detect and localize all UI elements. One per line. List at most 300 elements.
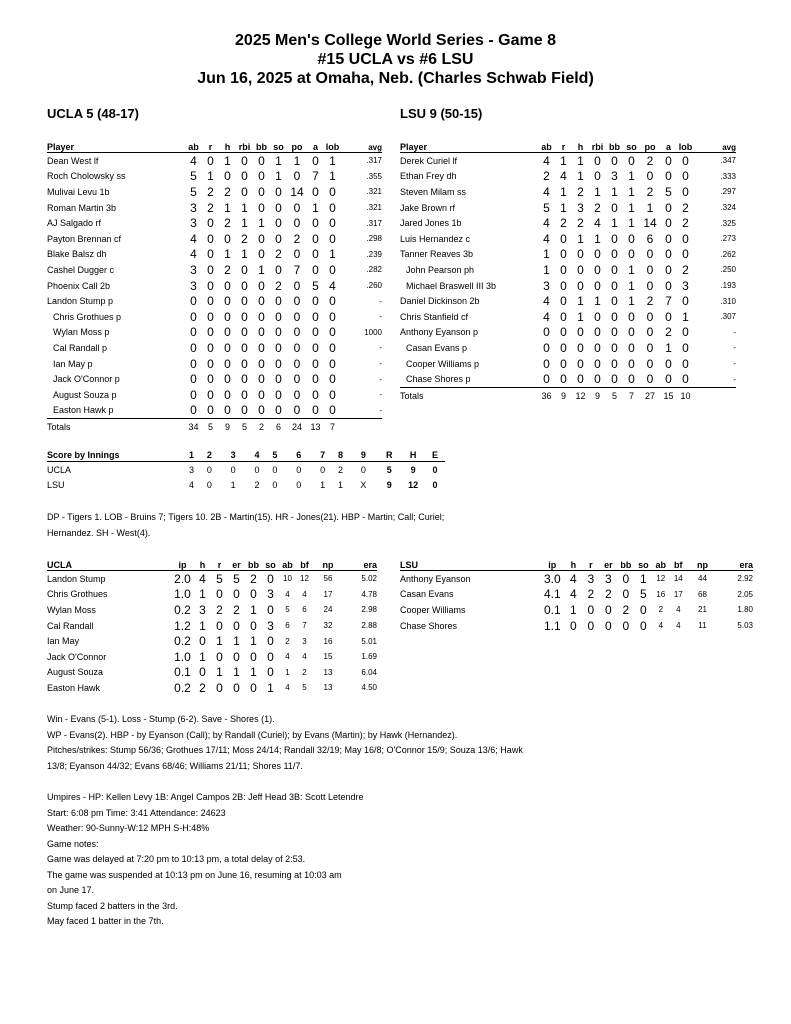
stat-cell: 0 bbox=[241, 356, 248, 371]
stat-cell: 0 bbox=[275, 262, 282, 277]
stat-cell: .310 bbox=[720, 296, 736, 306]
pitcher-name: Easton Hawk bbox=[47, 682, 101, 693]
stat-cell: 0 bbox=[270, 403, 287, 419]
stat-cell: .298 bbox=[366, 234, 382, 244]
stat-cell: 0 bbox=[665, 247, 672, 262]
stat-cell: 3 bbox=[543, 278, 550, 293]
matchup-title: #15 UCLA vs #6 LSU bbox=[317, 51, 474, 68]
inning-header: E bbox=[425, 448, 445, 462]
stat-cell: 0 bbox=[275, 387, 282, 402]
stat-cell: 3 bbox=[190, 262, 197, 277]
decisions-line: Win - Evans (5-1). Loss - Stump (6-2). Save - Shores (1). bbox=[47, 714, 275, 724]
stat-cell: 4 bbox=[560, 169, 567, 184]
stat-cell: 7 bbox=[665, 294, 672, 309]
stat-cell: 0 bbox=[207, 247, 214, 262]
player-name: Mulivai Levu 1b bbox=[47, 186, 110, 197]
stat-cell: 0 bbox=[628, 247, 635, 262]
stat-cell: 1 bbox=[275, 169, 282, 184]
stat-cell: 0 bbox=[646, 278, 654, 293]
game-title: 2025 Men's College World Series - Game 8 bbox=[235, 32, 556, 49]
lsu-batting-table bbox=[400, 138, 736, 404]
stat-cell: 0 bbox=[560, 294, 567, 309]
totals-cell: 15 bbox=[663, 390, 674, 401]
stat-cell: 3 bbox=[199, 602, 206, 617]
batter-row bbox=[47, 231, 382, 247]
lsu-pitching-table bbox=[400, 557, 753, 633]
team-name: UCLA bbox=[47, 464, 72, 475]
stat-cell: 16 bbox=[656, 589, 666, 599]
column-header: avg bbox=[341, 138, 382, 153]
game-info-line: May faced 1 batter in the 7th. bbox=[47, 916, 164, 926]
stat-cell: 4 bbox=[570, 587, 577, 602]
stat-cell: 2 bbox=[577, 216, 584, 231]
stat-cell: 3 bbox=[190, 278, 197, 293]
stat-cell: 1 bbox=[594, 231, 601, 246]
stat-cell: 0 bbox=[258, 184, 265, 199]
totals-cell bbox=[694, 387, 736, 403]
stat-cell: 0 bbox=[293, 294, 301, 309]
stat-cell: 0 bbox=[293, 325, 301, 340]
inning-score: 1 bbox=[337, 479, 343, 490]
stat-cell: - bbox=[694, 371, 736, 387]
pitcher-name: Wylan Moss bbox=[47, 604, 96, 615]
column-header: bf bbox=[296, 557, 313, 571]
wp-hbp-line: WP - Evans(2). HBP - by Eyanson (Call); by Randall (Curiel); by Evans (Martin); by Hawk (Hernandez). bbox=[47, 729, 458, 740]
player-name: Phoenix Call 2b bbox=[47, 280, 111, 291]
stat-cell: 0 bbox=[275, 309, 282, 324]
pitcher-row bbox=[47, 618, 377, 634]
stat-cell: 5 bbox=[312, 278, 319, 293]
innings-row bbox=[47, 477, 445, 492]
stat-cell: 0 bbox=[312, 372, 319, 387]
stat-cell: 4 bbox=[190, 231, 197, 246]
stat-cell: 2 bbox=[224, 184, 231, 199]
stat-cell: 0 bbox=[307, 403, 324, 419]
totals-cell: 36 bbox=[541, 390, 552, 401]
stat-cell: 4.1 bbox=[543, 587, 561, 602]
stat-cell: 0 bbox=[677, 371, 694, 387]
stat-cell: 0 bbox=[594, 325, 601, 340]
totals-cell: 12 bbox=[575, 390, 586, 401]
column-header: h bbox=[219, 138, 236, 153]
stat-cell: 0 bbox=[329, 325, 336, 340]
batter-row bbox=[400, 247, 736, 263]
stat-cell: 0 bbox=[665, 262, 672, 277]
lsu-team-title: LSU 9 (50-15) bbox=[400, 106, 483, 121]
pitcher-row bbox=[47, 680, 377, 696]
stat-cell: 1 bbox=[224, 247, 231, 262]
stat-cell: 1 bbox=[611, 216, 618, 231]
stat-cell: 0 bbox=[275, 184, 282, 199]
stat-cell: 2 bbox=[216, 602, 223, 617]
stat-cell: .321 bbox=[366, 203, 382, 213]
stat-cell: 0 bbox=[293, 356, 301, 371]
inning-score: 1 bbox=[230, 479, 236, 490]
column-header: bf bbox=[670, 557, 687, 571]
player-name: Tanner Reaves 3b bbox=[400, 249, 474, 260]
stat-cell: 1.80 bbox=[737, 605, 753, 615]
stat-cell: 0 bbox=[611, 153, 618, 168]
inning-score: 4 bbox=[188, 479, 194, 490]
stat-cell: 5 bbox=[190, 184, 197, 199]
stat-cell: 0 bbox=[543, 340, 550, 355]
stat-cell: 0 bbox=[587, 618, 595, 633]
stat-cell: 1 bbox=[628, 169, 635, 184]
inning-header: 1 bbox=[183, 448, 201, 462]
game-info-block bbox=[47, 790, 747, 930]
venue-date: Jun 16, 2025 at Omaha, Neb. (Charles Schwab Field) bbox=[197, 70, 594, 87]
stat-cell: 2.92 bbox=[737, 574, 753, 584]
stat-cell: 0 bbox=[329, 184, 336, 199]
game-info-line: Weather: 90-Sunny-W:12 MPH S-H:48% bbox=[47, 823, 210, 833]
stat-cell: 4 bbox=[329, 278, 336, 293]
inning-header: 8 bbox=[332, 448, 350, 462]
batter-row bbox=[47, 169, 382, 185]
stat-cell: 1.0 bbox=[174, 649, 191, 664]
stat-cell: 0 bbox=[267, 634, 274, 649]
stat-cell: 0 bbox=[611, 278, 618, 293]
stat-cell: 1 bbox=[628, 262, 635, 277]
player-name: Chris Grothues p bbox=[53, 311, 122, 322]
stat-cell: 0 bbox=[329, 356, 336, 371]
inning-score: 2 bbox=[254, 479, 260, 490]
stat-cell: 0 bbox=[185, 403, 202, 419]
stat-cell: 5 bbox=[216, 571, 223, 586]
stat-cell: 0 bbox=[665, 231, 672, 246]
stat-cell: 0 bbox=[312, 184, 319, 199]
totals-cell: 7 bbox=[329, 421, 335, 432]
stat-cell: 4 bbox=[594, 216, 601, 231]
inning-score: 2 bbox=[337, 464, 343, 475]
pitcher-name: Casan Evans bbox=[400, 589, 454, 600]
batter-row bbox=[47, 371, 382, 387]
notes-line: DP - Tigers 1. LOB - Bruins 7; Tigers 10. 2B - Martin(15). HR - Jones(21). HBP - Martin; Call; Curiel; bbox=[47, 512, 445, 522]
stat-cell: 4 bbox=[285, 589, 290, 599]
batter-row bbox=[47, 262, 382, 278]
stat-cell: 0 bbox=[622, 618, 630, 633]
stat-cell: .273 bbox=[720, 234, 736, 244]
stat-cell: 0 bbox=[312, 340, 319, 355]
player-name: AJ Salgado rf bbox=[47, 218, 102, 229]
column-header: so bbox=[635, 557, 652, 571]
stat-cell: 0 bbox=[682, 231, 689, 246]
player-name: Chase Shores p bbox=[400, 371, 538, 387]
stat-cell: 0 bbox=[611, 294, 618, 309]
stat-cell: 2 bbox=[682, 262, 689, 277]
stat-cell: 0 bbox=[611, 200, 618, 215]
stat-cell: 0 bbox=[202, 403, 219, 419]
stat-cell: 1.1 bbox=[543, 618, 561, 633]
column-header: r bbox=[202, 138, 219, 153]
ucla-batting-table bbox=[47, 138, 382, 435]
pitcher-name: Cooper Williams bbox=[400, 604, 466, 615]
stat-cell: 0 bbox=[224, 340, 231, 355]
stat-cell: - bbox=[379, 374, 382, 384]
stat-cell: 0 bbox=[241, 294, 248, 309]
column-header: po bbox=[287, 138, 307, 153]
stat-cell: 0 bbox=[312, 262, 319, 277]
stat-cell: 0.2 bbox=[174, 602, 191, 617]
column-header: Player bbox=[400, 138, 538, 153]
stat-cell: 0 bbox=[233, 680, 240, 695]
stat-cell: 1 bbox=[570, 602, 577, 617]
stat-cell: 0 bbox=[646, 325, 654, 340]
stat-cell: 2 bbox=[275, 278, 282, 293]
stat-cell: 0 bbox=[560, 247, 567, 262]
inning-score: 12 bbox=[408, 479, 419, 490]
stat-cell: 0 bbox=[312, 247, 319, 262]
column-header: so bbox=[262, 557, 279, 571]
pitcher-name: Landon Stump bbox=[47, 573, 106, 584]
batter-row bbox=[47, 403, 382, 419]
stat-cell: 4 bbox=[302, 589, 307, 599]
stat-cell: 0 bbox=[224, 169, 231, 184]
batter-row bbox=[47, 340, 382, 356]
stat-cell: 0 bbox=[207, 153, 214, 168]
stat-cell: 1 bbox=[199, 649, 206, 664]
inning-score: X bbox=[360, 479, 367, 490]
column-header: ip bbox=[540, 557, 565, 571]
stat-cell: 0 bbox=[682, 325, 689, 340]
stat-cell: 7 bbox=[302, 621, 307, 631]
stat-cell: 2.0 bbox=[174, 571, 191, 586]
pitcher-name: Chris Grothues bbox=[47, 589, 108, 600]
stat-cell: - bbox=[379, 343, 382, 353]
stat-cell: 0 bbox=[241, 309, 248, 324]
stat-cell: 13 bbox=[323, 683, 333, 693]
player-name: Jack O'Connor p bbox=[53, 374, 120, 385]
stat-cell: 1 bbox=[665, 340, 672, 355]
stat-cell: .250 bbox=[720, 265, 736, 275]
batter-row bbox=[47, 309, 382, 325]
innings-row bbox=[47, 462, 445, 478]
stat-cell: 0 bbox=[577, 262, 584, 277]
batter-row bbox=[47, 278, 382, 294]
batter-row bbox=[400, 340, 736, 356]
stat-cell: 0 bbox=[216, 618, 223, 633]
stat-cell: 0 bbox=[250, 649, 257, 664]
stat-cell: 1 bbox=[577, 231, 584, 246]
batter-row bbox=[400, 309, 736, 325]
stat-cell: 0 bbox=[646, 262, 654, 277]
stat-cell: 0 bbox=[241, 262, 248, 277]
column-header: bb bbox=[606, 138, 623, 153]
inning-header: 7 bbox=[314, 448, 332, 462]
stat-cell: 0 bbox=[606, 371, 623, 387]
stat-cell: 1 bbox=[611, 184, 618, 199]
stat-cell: 3 bbox=[611, 169, 618, 184]
stat-cell: - bbox=[733, 343, 736, 353]
game-info-line: Umpires - HP: Kellen Levy 1B: Angel Campos 2B: Jeff Head 3B: Scott Letendre bbox=[47, 792, 364, 802]
stat-cell: 0 bbox=[329, 200, 336, 215]
stat-cell: 2 bbox=[560, 216, 567, 231]
stat-cell: 1 bbox=[329, 153, 336, 168]
stat-cell: .262 bbox=[720, 249, 736, 259]
column-header: bb bbox=[245, 557, 262, 571]
stat-cell: 1 bbox=[329, 169, 336, 184]
stat-cell: 0 bbox=[207, 356, 214, 371]
stat-cell: 24 bbox=[323, 605, 333, 615]
stat-cell: 0 bbox=[665, 309, 672, 324]
stat-cell: 0.2 bbox=[174, 634, 191, 649]
stat-cell: 0 bbox=[639, 602, 647, 617]
stat-cell: 0 bbox=[275, 356, 282, 371]
stat-cell: 0 bbox=[639, 618, 647, 633]
player-name: Cooper Williams p bbox=[406, 358, 480, 369]
stat-cell: 0 bbox=[312, 309, 319, 324]
batter-row bbox=[400, 325, 736, 341]
stat-cell: 1 bbox=[628, 294, 635, 309]
totals-cell: 27 bbox=[644, 390, 655, 401]
stat-cell: 0 bbox=[646, 309, 654, 324]
stat-cell: 0 bbox=[594, 153, 601, 168]
stat-cell: 1 bbox=[267, 680, 274, 695]
stat-cell: 0 bbox=[628, 340, 635, 355]
stat-cell: 1 bbox=[329, 247, 336, 262]
game-info-line: Stump faced 2 batters in the 3rd. bbox=[47, 900, 178, 911]
stat-cell: 2 bbox=[293, 231, 301, 246]
stat-cell: 0 bbox=[207, 372, 214, 387]
game-info-line: Game notes: bbox=[47, 838, 99, 849]
batter-row bbox=[400, 184, 736, 200]
stat-cell: 11 bbox=[698, 621, 707, 631]
stat-cell: 0 bbox=[611, 247, 618, 262]
player-name: Luis Hernandez c bbox=[400, 233, 471, 244]
stat-cell: 0 bbox=[589, 371, 606, 387]
stat-cell: 0 bbox=[267, 571, 274, 586]
stat-cell: 0 bbox=[241, 372, 248, 387]
totals-cell: 24 bbox=[291, 421, 302, 432]
stat-cell: 0 bbox=[258, 340, 265, 355]
stat-cell: 2 bbox=[302, 667, 307, 677]
stat-cell: 15 bbox=[323, 652, 333, 662]
game-notes-summary bbox=[47, 510, 747, 541]
column-header: ip bbox=[171, 557, 194, 571]
stat-cell: - bbox=[379, 312, 382, 322]
stat-cell: .260 bbox=[366, 281, 382, 291]
stat-cell: 4.78 bbox=[361, 589, 377, 599]
stat-cell: 1 bbox=[577, 169, 584, 184]
stat-cell: 0 bbox=[207, 325, 214, 340]
stat-cell: 2 bbox=[233, 602, 240, 617]
stat-cell: .282 bbox=[366, 265, 382, 275]
stat-cell: 3 bbox=[190, 200, 197, 215]
stat-cell: 0 bbox=[224, 356, 231, 371]
column-header: LSU bbox=[400, 557, 540, 571]
stat-cell: 1 bbox=[250, 665, 257, 680]
stat-cell: 0 bbox=[611, 325, 618, 340]
column-header: so bbox=[270, 138, 287, 153]
stat-cell: 0 bbox=[577, 278, 584, 293]
stat-cell: 0 bbox=[207, 278, 214, 293]
column-header: h bbox=[572, 138, 589, 153]
stat-cell: 0 bbox=[241, 153, 248, 168]
batter-row bbox=[47, 153, 382, 169]
stat-cell: 2 bbox=[646, 294, 654, 309]
stat-cell: .307 bbox=[720, 312, 736, 322]
player-name: Dean West lf bbox=[47, 155, 99, 166]
stat-cell: 1 bbox=[543, 262, 550, 277]
inning-score: 0 bbox=[296, 479, 302, 490]
player-name: August Souza p bbox=[53, 389, 117, 400]
stat-cell: 0 bbox=[572, 371, 589, 387]
batter-row bbox=[400, 262, 736, 278]
stat-cell: 0 bbox=[293, 372, 301, 387]
batter-row bbox=[400, 371, 736, 387]
stat-cell: 1 bbox=[682, 309, 689, 324]
column-header: so bbox=[623, 138, 640, 153]
stat-cell: 2 bbox=[543, 169, 550, 184]
stat-cell: 0.1 bbox=[543, 602, 561, 617]
stat-cell: 0 bbox=[224, 325, 231, 340]
column-header: er bbox=[600, 557, 617, 571]
stat-cell: 0 bbox=[329, 262, 336, 277]
stat-cell: 1 bbox=[258, 216, 265, 231]
stat-cell: 4 bbox=[676, 621, 681, 631]
stat-cell: 0 bbox=[216, 680, 223, 695]
stat-cell: 0 bbox=[577, 325, 584, 340]
stat-cell: 2 bbox=[682, 200, 689, 215]
inning-header: 2 bbox=[200, 448, 218, 462]
batter-row bbox=[47, 215, 382, 231]
stat-cell: 14 bbox=[643, 216, 657, 231]
stat-cell: 2 bbox=[605, 587, 612, 602]
stat-cell: 0 bbox=[560, 309, 567, 324]
stat-cell: 1 bbox=[285, 667, 290, 677]
stat-cell: 0 bbox=[611, 309, 618, 324]
stat-cell: 4 bbox=[543, 309, 550, 324]
stat-cell: 0 bbox=[646, 356, 654, 371]
column-header: lob bbox=[677, 138, 694, 153]
column-header: a bbox=[660, 138, 677, 153]
stat-cell: 3 bbox=[190, 216, 197, 231]
stat-cell: 1 bbox=[560, 153, 567, 168]
stat-cell: 0 bbox=[660, 371, 677, 387]
stat-cell: .333 bbox=[720, 171, 736, 181]
stat-cell: 0 bbox=[594, 169, 601, 184]
stat-cell: 4 bbox=[543, 294, 550, 309]
stat-cell: 0 bbox=[329, 372, 336, 387]
stat-cell: 0 bbox=[543, 325, 550, 340]
stat-cell: 2 bbox=[207, 200, 214, 215]
stat-cell: 1 bbox=[250, 634, 257, 649]
stat-cell: 0 bbox=[293, 278, 301, 293]
totals-cell: 5 bbox=[207, 421, 213, 432]
column-header: a bbox=[307, 138, 324, 153]
stat-cell: 0 bbox=[312, 231, 319, 246]
stat-cell: 0 bbox=[628, 309, 635, 324]
game-info-line: on June 17. bbox=[47, 885, 95, 895]
pitcher-row bbox=[47, 633, 377, 649]
stat-cell: 0 bbox=[312, 216, 319, 231]
stat-cell: 6 bbox=[285, 621, 290, 631]
stat-cell: 0 bbox=[665, 169, 672, 184]
pitcher-name: Ian May bbox=[47, 636, 80, 647]
pitcher-name: Jack O'Connor bbox=[47, 651, 107, 662]
stat-cell: - bbox=[341, 403, 382, 419]
stat-cell: 0 bbox=[628, 231, 635, 246]
stat-cell: 0 bbox=[190, 340, 197, 355]
stat-cell: 0 bbox=[682, 340, 689, 355]
column-header: np bbox=[313, 557, 343, 571]
batter-row bbox=[47, 200, 382, 216]
stat-cell: 0 bbox=[287, 403, 307, 419]
stat-cell: 16 bbox=[323, 636, 333, 646]
stat-cell: 1 bbox=[594, 294, 601, 309]
ucla-pitching-table bbox=[47, 557, 377, 696]
totals-cell: 5 bbox=[241, 421, 247, 432]
stat-cell: 0 bbox=[329, 340, 336, 355]
